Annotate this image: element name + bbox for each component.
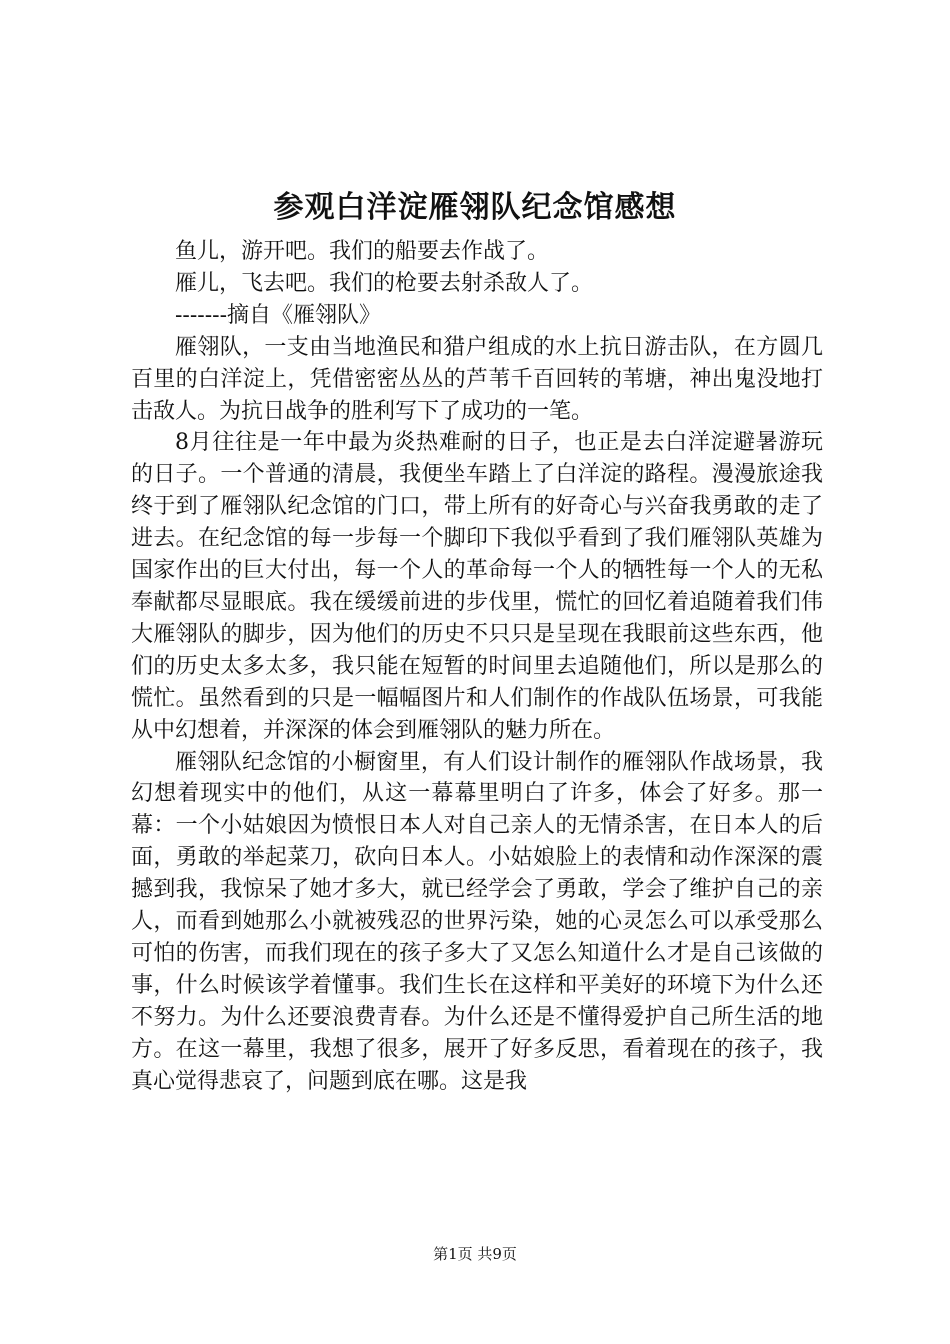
body-paragraph: 雁翎队，一支由当地渔民和猎户组成的水上抗日游击队，在方圆几百里的白洋淀上，凭借密密丛丛的芦苇千百回转的苇塘，神出鬼没地打击敌人。为抗日战争的胜利写下了成功的一笔。 <box>131 334 823 424</box>
body-paragraph: 雁翎队纪念馆的小橱窗里，有人们设计制作的雁翎队作战场景，我幻想着现实中的他们，从这一幕幕里明白了许多，体会了好多。那一幕：一个小姑娘因为愤恨日本人对自己亲人的无情杀害，在日本人的后面，勇敢的举起菜刀，砍向日本人。小姑娘脸上的表情和动作深深的震撼到我，我惊呆了她才多大，就已经学会了勇敢，学会了维护自己的亲人，而看到她那么小就被残忍的世界污染，她的心灵怎么可以承受那么可怕的伤害，而我们现在的孩子多大了又怎么知道什么才是自己该做的事，什么时候该学着懂事。我们生长在这样和平美好的环境下为什么还不努力。为什么还要浪费青春。为什么还是不懂得爱护自己所生活的地方。在这一幕里，我想了很多，展开了好多反思，看着现在的孩子，我真心觉得悲哀了，问题到底在哪。这是我 <box>131 749 823 1094</box>
document-body <box>131 236 823 1097</box>
poem-line-1: 鱼儿，游开吧。我们的船要去作战了。 <box>175 239 550 264</box>
document-title: 参观白洋淀雁翎队纪念馆感想 <box>273 190 677 225</box>
page-number-footer: 第1页 共9页 <box>433 1245 517 1263</box>
body-paragraph: 8月往往是一年中最为炎热难耐的日子，也正是去白洋淀避暑游玩的日子。一个普通的清晨，我便坐车踏上了白洋淀的路程。漫漫旅途我终于到了雁翎队纪念馆的门口，带上所有的好奇心与兴奋我勇敢的走了进去。在纪念馆的每一步每一个脚印下我似乎看到了我们雁翎队英雄为国家作出的巨大付出，每一个人的革命每一个人的牺牲每一个人的无私奉献都尽显眼底。我在缓缓前进的步伐里，慌忙的回忆着追随着我们伟大雁翎队的脚步，因为他们的历史不只只是呈现在我眼前这些东西，他们的历史太多太多，我只能在短暂的时间里去追随他们，所以是那么的慌忙。虽然看到的只是一幅幅图片和人们制作的作战队伍场景，可我能从中幻想着，并深深的体会到雁翎队的魅力所在。 <box>131 430 823 743</box>
poem-source: -------摘自《雁翎队》 <box>175 302 382 328</box>
poem-line-2: 雁儿，飞去吧。我们的枪要去射杀敌人了。 <box>175 270 594 296</box>
